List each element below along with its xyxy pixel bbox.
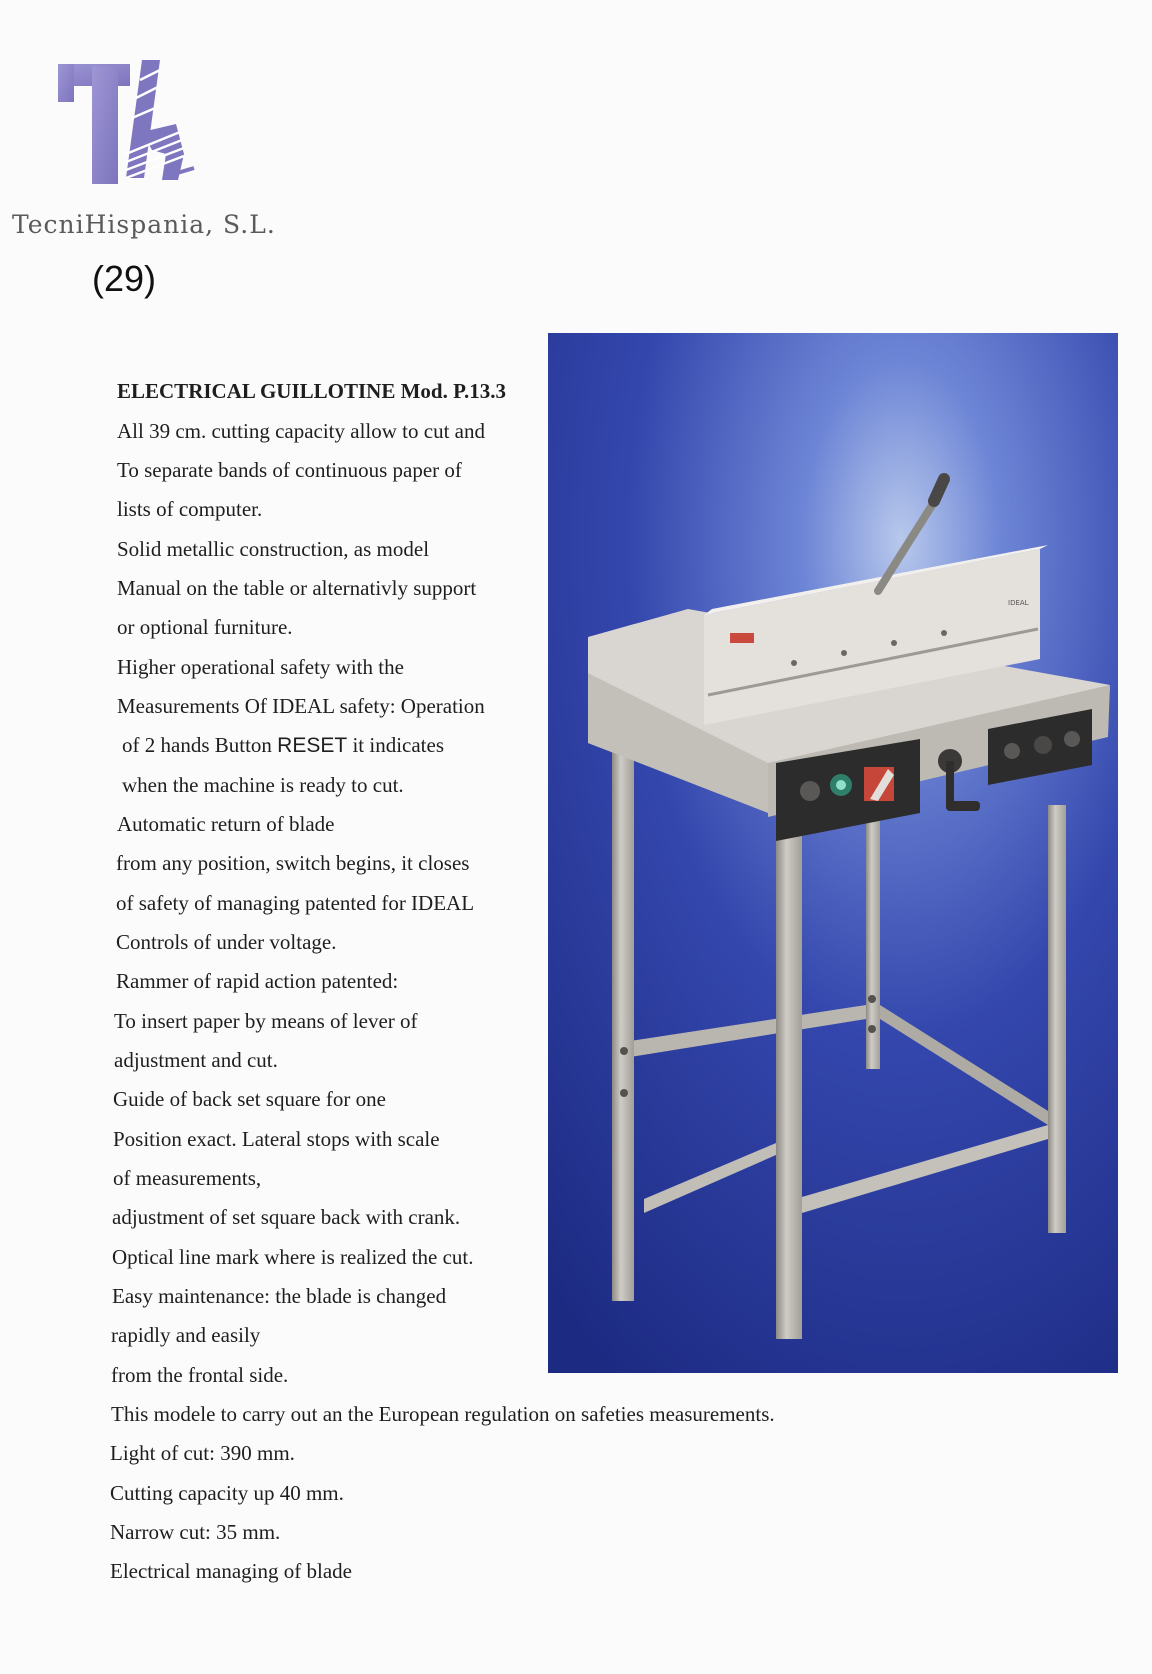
- description-line: Automatic return of blade: [117, 812, 335, 836]
- brand-label: IDEAL: [1008, 599, 1029, 607]
- description-line: or optional furniture.: [117, 615, 293, 639]
- description-line: Measurements Of IDEAL safety: Operation: [117, 694, 485, 718]
- front-leg: [612, 743, 634, 1301]
- description-line-text: of 2 hands Button: [122, 733, 278, 757]
- description-line: Position exact. Lateral stops with scale: [113, 1127, 440, 1151]
- description-line: Higher operational safety with the: [117, 655, 404, 679]
- reset-button-word: RESET: [277, 734, 348, 757]
- description-line: lists of computer.: [117, 497, 263, 521]
- description-line: rapidly and easily: [111, 1323, 261, 1347]
- spec-line: Light of cut: 390 mm.: [110, 1441, 295, 1465]
- spec-line: Narrow cut: 35 mm.: [110, 1520, 281, 1544]
- description-line: This modele to carry out an the European regulation on safeties measurements.: [111, 1402, 775, 1426]
- guillotine-photo: [548, 333, 1118, 1373]
- product-title: ELECTRICAL GUILLOTINE Mod. P.13.3: [117, 379, 506, 403]
- description-line: adjustment of set square back with crank.: [112, 1205, 461, 1229]
- description-line: Guide of back set square for one: [113, 1087, 386, 1111]
- description-line-text: it indicates: [347, 733, 444, 757]
- description-line-reset: [122, 732, 444, 759]
- page-number: (29): [92, 258, 157, 299]
- spec-line: Electrical managing of blade: [110, 1559, 352, 1583]
- description-line: of safety of managing patented for IDEAL: [116, 891, 475, 915]
- description-line: To separate bands of continuous paper of: [117, 458, 462, 482]
- front-leg: [776, 791, 802, 1339]
- description-line: Easy maintenance: the blade is changed: [112, 1284, 447, 1308]
- description-line: Controls of under voltage.: [116, 930, 337, 954]
- description-line: All 39 cm. cutting capacity allow to cut and: [117, 419, 485, 443]
- description-line: Manual on the table or alternativly support: [117, 576, 477, 600]
- description-line: from the frontal side.: [111, 1363, 289, 1387]
- description-line: Optical line mark where is realized the cut.: [112, 1245, 474, 1269]
- description-line: of measurements,: [113, 1166, 262, 1190]
- description-line: To insert paper by means of lever of: [114, 1009, 418, 1033]
- description-line: Solid metallic construction, as model: [117, 537, 430, 561]
- description-line: adjustment and cut.: [114, 1048, 278, 1072]
- rear-leg: [1048, 805, 1066, 1233]
- spec-line: Cutting capacity up 40 mm.: [110, 1481, 344, 1505]
- company-name: TecniHispania, S.L.: [12, 210, 276, 239]
- description-line: when the machine is ready to cut.: [122, 773, 404, 797]
- description-line: from any position, switch begins, it closes: [116, 851, 470, 875]
- description-line: Rammer of rapid action patented:: [116, 969, 399, 993]
